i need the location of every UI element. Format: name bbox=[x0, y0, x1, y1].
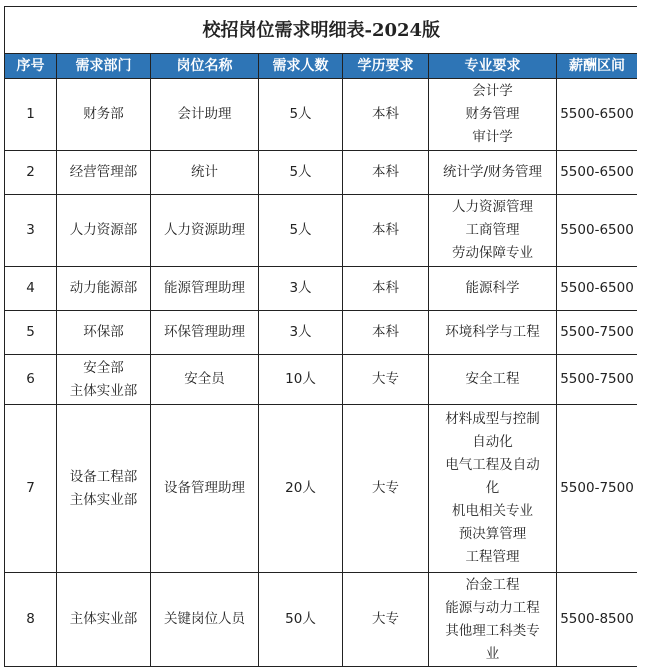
table-row bbox=[5, 355, 638, 405]
education-cell: 大专 bbox=[343, 405, 429, 573]
position-cell: 能源管理助理 bbox=[151, 267, 259, 311]
department-cell-line: 动力能源部 bbox=[69, 280, 138, 296]
department-cell bbox=[57, 573, 151, 667]
table-row bbox=[5, 79, 638, 151]
education-cell: 本科 bbox=[343, 267, 429, 311]
major-cell-line: 人力资源管理 bbox=[452, 199, 533, 215]
major-cell-line: 化 bbox=[485, 480, 500, 496]
headcount-cell: 3人 bbox=[259, 311, 343, 355]
major-cell-line: 会计学 bbox=[472, 83, 513, 99]
major-cell-line: 自动化 bbox=[472, 434, 513, 450]
position-cell: 安全员 bbox=[151, 355, 259, 405]
major-cell-line: 电气工程及自动 bbox=[445, 457, 540, 473]
department-cell-line: 经营管理部 bbox=[69, 164, 138, 180]
position-cell: 统计 bbox=[151, 151, 259, 195]
department-cell-line: 设备工程部 bbox=[69, 468, 138, 485]
position-cell: 环保管理助理 bbox=[151, 311, 259, 355]
department-cell-line: 主体实业部 bbox=[69, 382, 138, 399]
department-cell-line: 主体实业部 bbox=[69, 491, 138, 508]
table-row bbox=[5, 311, 638, 355]
column-header-dept: 需求部门 bbox=[57, 54, 151, 79]
major-cell-line: 能源科学 bbox=[465, 280, 520, 296]
department-cell bbox=[57, 311, 151, 355]
recruitment-table bbox=[4, 6, 638, 667]
education-cell: 本科 bbox=[343, 311, 429, 355]
major-cell-line: 材料成型与控制 bbox=[445, 411, 540, 427]
major-cell bbox=[429, 267, 557, 311]
department-cell bbox=[57, 151, 151, 195]
salary-cell: 5500-6500 bbox=[557, 267, 638, 311]
position-cell: 人力资源助理 bbox=[151, 195, 259, 267]
column-header-count: 需求人数 bbox=[259, 54, 343, 79]
education-cell: 本科 bbox=[343, 195, 429, 267]
position-cell: 会计助理 bbox=[151, 79, 259, 151]
major-cell-line: 能源与动力工程 bbox=[445, 599, 540, 616]
department-cell bbox=[57, 195, 151, 267]
row-number-cell: 8 bbox=[5, 573, 57, 667]
table-row bbox=[5, 151, 638, 195]
row-number-cell: 1 bbox=[5, 79, 57, 151]
education-cell: 本科 bbox=[343, 79, 429, 151]
column-header-position: 岗位名称 bbox=[151, 54, 259, 79]
position-cell: 关键岗位人员 bbox=[151, 573, 259, 667]
major-cell-line: 预决算管理 bbox=[458, 526, 527, 542]
row-number-cell: 5 bbox=[5, 311, 57, 355]
major-cell-line: 业 bbox=[485, 645, 500, 662]
education-cell: 本科 bbox=[343, 151, 429, 195]
table-row bbox=[5, 267, 638, 311]
column-header-major: 专业要求 bbox=[429, 54, 557, 79]
major-cell-line: 环境科学与工程 bbox=[445, 324, 540, 340]
major-cell-line: 机电相关专业 bbox=[452, 503, 533, 519]
salary-cell: 5500-6500 bbox=[557, 195, 638, 267]
headcount-cell: 5人 bbox=[259, 151, 343, 195]
salary-cell: 5500-6500 bbox=[557, 151, 638, 195]
education-cell: 大专 bbox=[343, 355, 429, 405]
major-cell bbox=[429, 151, 557, 195]
headcount-cell: 5人 bbox=[259, 195, 343, 267]
major-cell bbox=[429, 405, 557, 573]
headcount-cell: 5人 bbox=[259, 79, 343, 151]
major-cell-line: 工商管理 bbox=[465, 222, 520, 238]
major-cell bbox=[429, 573, 557, 667]
salary-cell: 5500-6500 bbox=[557, 79, 638, 151]
department-cell-line: 安全部 bbox=[83, 359, 124, 376]
department-cell-line: 环保部 bbox=[83, 324, 124, 340]
salary-cell: 5500-7500 bbox=[557, 355, 638, 405]
row-number-cell: 4 bbox=[5, 267, 57, 311]
major-cell-line: 工程管理 bbox=[465, 549, 520, 565]
column-header-education: 学历要求 bbox=[343, 54, 429, 79]
row-number-cell: 3 bbox=[5, 195, 57, 267]
major-cell-line: 审计学 bbox=[472, 129, 513, 145]
table-row bbox=[5, 405, 638, 573]
row-number-cell: 2 bbox=[5, 151, 57, 195]
row-number-cell: 6 bbox=[5, 355, 57, 405]
department-cell-line: 人力资源部 bbox=[69, 222, 138, 238]
headcount-cell: 20人 bbox=[259, 405, 343, 573]
major-cell-line: 其他理工科类专 bbox=[445, 622, 540, 639]
headcount-cell: 50人 bbox=[259, 573, 343, 667]
major-cell-line: 劳动保障专业 bbox=[452, 245, 533, 261]
table-body bbox=[5, 79, 638, 667]
major-cell bbox=[429, 79, 557, 151]
education-cell: 大专 bbox=[343, 573, 429, 667]
major-cell-line: 冶金工程 bbox=[465, 576, 520, 593]
table-row bbox=[5, 573, 638, 667]
major-cell-line: 财务管理 bbox=[465, 106, 520, 122]
column-header-salary: 薪酬区间 bbox=[557, 54, 638, 79]
department-cell-line: 主体实业部 bbox=[69, 611, 138, 627]
column-header-no: 序号 bbox=[5, 54, 57, 79]
department-cell bbox=[57, 405, 151, 573]
major-cell-line: 安全工程 bbox=[465, 371, 520, 387]
department-cell-line: 财务部 bbox=[83, 106, 124, 122]
headcount-cell: 10人 bbox=[259, 355, 343, 405]
major-cell bbox=[429, 355, 557, 405]
header-row bbox=[5, 54, 638, 79]
major-cell bbox=[429, 311, 557, 355]
department-cell bbox=[57, 355, 151, 405]
salary-cell: 5500-8500 bbox=[557, 573, 638, 667]
salary-cell: 5500-7500 bbox=[557, 405, 638, 573]
major-cell bbox=[429, 195, 557, 267]
department-cell bbox=[57, 79, 151, 151]
salary-cell: 5500-7500 bbox=[557, 311, 638, 355]
table-row bbox=[5, 195, 638, 267]
headcount-cell: 3人 bbox=[259, 267, 343, 311]
sheet-margin bbox=[637, 0, 661, 672]
department-cell bbox=[57, 267, 151, 311]
major-cell-line: 统计学/财务管理 bbox=[442, 164, 543, 180]
row-number-cell: 7 bbox=[5, 405, 57, 573]
table-title: 校招岗位需求明细表-2024版 bbox=[5, 7, 638, 54]
position-cell: 设备管理助理 bbox=[151, 405, 259, 573]
